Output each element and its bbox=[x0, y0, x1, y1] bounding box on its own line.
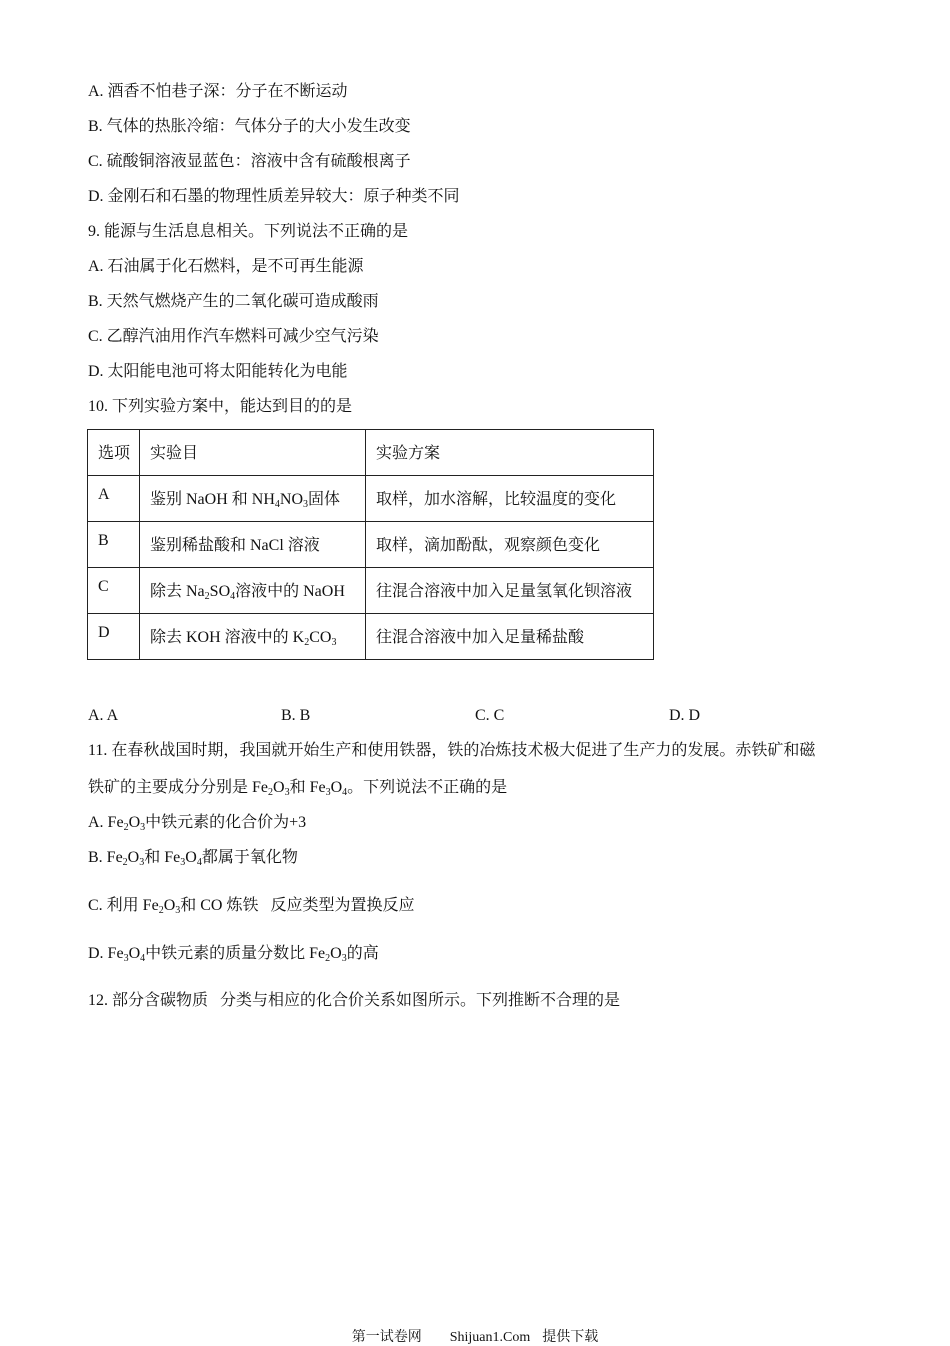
text: C. 利用 Fe bbox=[88, 897, 159, 914]
q10-choice-d: D. D bbox=[669, 707, 701, 724]
q9-option-a: A. 石油属于化石燃料，是不可再生能源 bbox=[88, 258, 364, 275]
subscript: 3 bbox=[325, 787, 331, 798]
experiment-table bbox=[87, 429, 654, 660]
q8-option-a: A. 酒香不怕巷子深：分子在不断运动 bbox=[88, 83, 348, 100]
q11-stem-line2 bbox=[88, 778, 507, 798]
table-row bbox=[88, 614, 654, 660]
text: O bbox=[330, 779, 343, 796]
subscript: 3 bbox=[175, 905, 181, 916]
q9-stem: 9. 能源与生活息息相关。下列说法不正确的是 bbox=[88, 223, 409, 240]
text: A. Fe bbox=[88, 814, 124, 831]
row-goal bbox=[140, 568, 366, 614]
header-goal: 实验目 bbox=[140, 430, 366, 476]
subscript: 2 bbox=[268, 787, 274, 798]
subscript: 4 bbox=[274, 499, 280, 510]
goal-text: 溶液中的 NaOH bbox=[235, 583, 345, 600]
text: 中铁元素的质量分数比 Fe bbox=[145, 945, 326, 962]
row-goal: 鉴别稀盐酸和 NaCl 溶液 bbox=[140, 522, 366, 568]
text: O bbox=[128, 945, 141, 962]
goal-text: 除去 Na bbox=[150, 583, 205, 600]
header-plan: 实验方案 bbox=[366, 430, 654, 476]
goal-text: 除去 KOH 溶液中的 K bbox=[150, 629, 305, 646]
subscript: 4 bbox=[196, 857, 202, 868]
text: 和 Fe bbox=[289, 779, 326, 796]
text: O bbox=[185, 849, 197, 866]
row-option: C bbox=[88, 568, 140, 614]
text: 的高 bbox=[346, 945, 379, 962]
text: 和 CO 炼铁 bbox=[180, 897, 259, 914]
text: O bbox=[273, 779, 285, 796]
text: 分类与相应的化合价关系如图所示。下列推断不合理的是 bbox=[220, 992, 621, 1009]
text: B. Fe bbox=[88, 849, 123, 866]
q12-stem bbox=[88, 991, 620, 1011]
row-goal bbox=[140, 476, 366, 522]
goal-text: 固体 bbox=[308, 491, 341, 508]
text: O bbox=[127, 849, 140, 866]
subscript: 2 bbox=[204, 591, 210, 602]
subscript: 3 bbox=[180, 857, 186, 868]
text: 。下列说法不正确的是 bbox=[347, 779, 508, 796]
table-row bbox=[88, 568, 654, 614]
text: 12. 部分含碳物质 bbox=[88, 992, 209, 1009]
row-option: D bbox=[88, 614, 140, 660]
q8-option-b: B. 气体的热胀冷缩：气体分子的大小发生改变 bbox=[88, 118, 411, 135]
q10-choice-b: B. B bbox=[281, 707, 311, 724]
header-option: 选项 bbox=[88, 430, 140, 476]
subscript: 3 bbox=[284, 787, 290, 798]
subscript: 4 bbox=[342, 787, 348, 798]
row-plan: 往混合溶液中加入足量稀盐酸 bbox=[366, 614, 654, 660]
subscript: 2 bbox=[325, 953, 331, 964]
goal-text: 鉴别 NaOH 和 NH bbox=[150, 491, 275, 508]
footer-tail: 提供下载 bbox=[542, 1330, 599, 1345]
row-plan: 取样，滴加酚酞，观察颜色变化 bbox=[366, 522, 654, 568]
q8-option-d: D. 金刚石和石墨的物理性质差异较大：原子种类不同 bbox=[88, 188, 460, 205]
q10-stem: 10. 下列实验方案中，能达到目的的是 bbox=[88, 398, 353, 415]
row-plan: 往混合溶液中加入足量氢氧化钡溶液 bbox=[366, 568, 654, 614]
q11-option-c bbox=[88, 896, 415, 916]
text: O bbox=[330, 945, 342, 962]
text: O bbox=[163, 897, 176, 914]
row-plan: 取样，加水溶解，比较温度的变化 bbox=[366, 476, 654, 522]
q11-option-b bbox=[88, 848, 298, 868]
subscript: 3 bbox=[140, 822, 146, 833]
q11-option-d bbox=[88, 944, 379, 964]
text: 铁矿的主要成分分别是 Fe bbox=[88, 779, 269, 796]
table-header-row bbox=[88, 430, 654, 476]
footer-domain: Shijuan1.Com bbox=[449, 1330, 531, 1345]
subscript: 3 bbox=[139, 857, 145, 868]
q11-option-a bbox=[88, 813, 306, 833]
q9-option-d: D. 太阳能电池可将太阳能转化为电能 bbox=[88, 363, 348, 380]
text: 中铁元素的化合价为+3 bbox=[145, 814, 307, 831]
subscript: 4 bbox=[230, 591, 236, 602]
goal-text: CO bbox=[309, 629, 332, 646]
subscript: 3 bbox=[303, 499, 308, 510]
text: 都属于氧化物 bbox=[201, 849, 298, 866]
footer-site: 第一试卷网 bbox=[351, 1330, 422, 1345]
q10-choice-c: C. C bbox=[475, 707, 505, 724]
subscript: 3 bbox=[123, 953, 129, 964]
table-row bbox=[88, 522, 654, 568]
subscript: 2 bbox=[304, 637, 310, 648]
subscript: 3 bbox=[341, 953, 347, 964]
q9-option-b: B. 天然气燃烧产生的二氧化碳可造成酸雨 bbox=[88, 293, 379, 310]
q8-option-c: C. 硫酸铜溶液显蓝色：溶液中含有硫酸根离子 bbox=[88, 153, 411, 170]
subscript: 2 bbox=[158, 905, 164, 916]
q9-option-c: C. 乙醇汽油用作汽车燃料可减少空气污染 bbox=[88, 328, 379, 345]
q10-choice-a: A. A bbox=[88, 707, 119, 724]
text: D. Fe bbox=[88, 945, 124, 962]
subscript: 3 bbox=[331, 637, 337, 648]
q11-stem-line1: 11. 在春秋战国时期，我国就开始生产和使用铁器，铁的冶炼技术极大促进了生产力的发展。赤铁矿和磁 bbox=[88, 742, 816, 759]
page-footer bbox=[0, 1326, 950, 1346]
text: 反应类型为置换反应 bbox=[270, 897, 415, 914]
subscript: 4 bbox=[140, 953, 146, 964]
row-goal bbox=[140, 614, 366, 660]
goal-text: NO bbox=[279, 491, 303, 508]
subscript: 2 bbox=[122, 857, 128, 868]
text: O bbox=[128, 814, 141, 831]
text: 和 Fe bbox=[144, 849, 181, 866]
subscript: 2 bbox=[123, 822, 129, 833]
goal-text: SO bbox=[209, 583, 231, 600]
row-option: A bbox=[88, 476, 140, 522]
table-row bbox=[88, 476, 654, 522]
row-option: B bbox=[88, 522, 140, 568]
